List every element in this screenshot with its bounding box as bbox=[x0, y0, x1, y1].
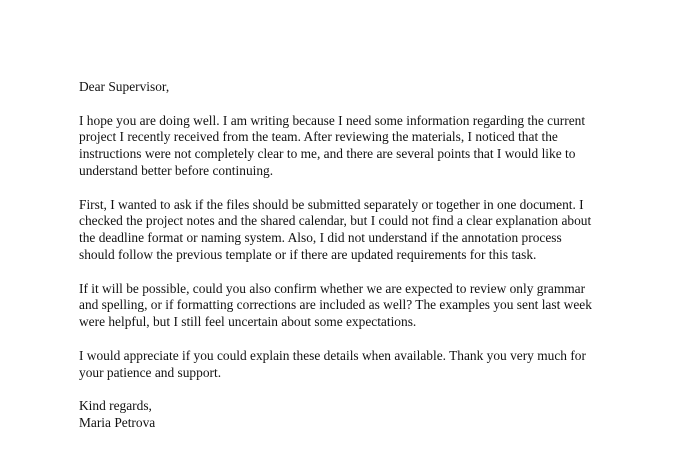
salutation: Dear Supervisor, bbox=[79, 79, 170, 94]
paragraph-line: If it will be possible, could you also confirm whether we are expected to review only grammar bbox=[79, 280, 586, 296]
paragraph-3 bbox=[79, 281, 619, 331]
paragraph-line: should follow the previous template or if there are updated requirements for this task. bbox=[79, 246, 537, 262]
paragraph-line: your patience and support. bbox=[79, 364, 222, 380]
paragraph-4 bbox=[79, 348, 619, 382]
paragraph-2 bbox=[79, 197, 619, 264]
paragraph-line: the deadline format or naming system. Also, I did not understand if the annotation process bbox=[79, 230, 562, 246]
letter-body bbox=[79, 79, 619, 432]
closing-block bbox=[79, 398, 619, 432]
paragraph-line: and spelling, or if formatting corrections are included as well? The examples you sent last week bbox=[79, 297, 592, 313]
paragraph-line: instructions were not completely clear to me, and there are several points that I would like to bbox=[79, 146, 576, 162]
paragraph-line: First, I wanted to ask if the files should be submitted separately or together in one document. I bbox=[79, 196, 584, 212]
paragraph-line: understand better before continuing. bbox=[79, 162, 274, 178]
signature: Maria Petrova bbox=[79, 414, 156, 430]
paragraph-line: project I recently received from the team. After reviewing the materials, I noticed that the bbox=[79, 129, 558, 145]
paragraph-line: I hope you are doing well. I am writing because I need some information regarding the current bbox=[79, 112, 586, 128]
paragraph-line: I would appreciate if you could explain these details when available. Thank you very much for bbox=[79, 347, 586, 363]
paragraph-line: were helpful, but I still feel uncertain about some expectations. bbox=[79, 314, 417, 330]
paragraph-line: checked the project notes and the shared calendar, but I could not find a clear explanation about bbox=[79, 213, 592, 229]
closing: Kind regards, bbox=[79, 398, 152, 414]
paragraph-1 bbox=[79, 113, 619, 180]
